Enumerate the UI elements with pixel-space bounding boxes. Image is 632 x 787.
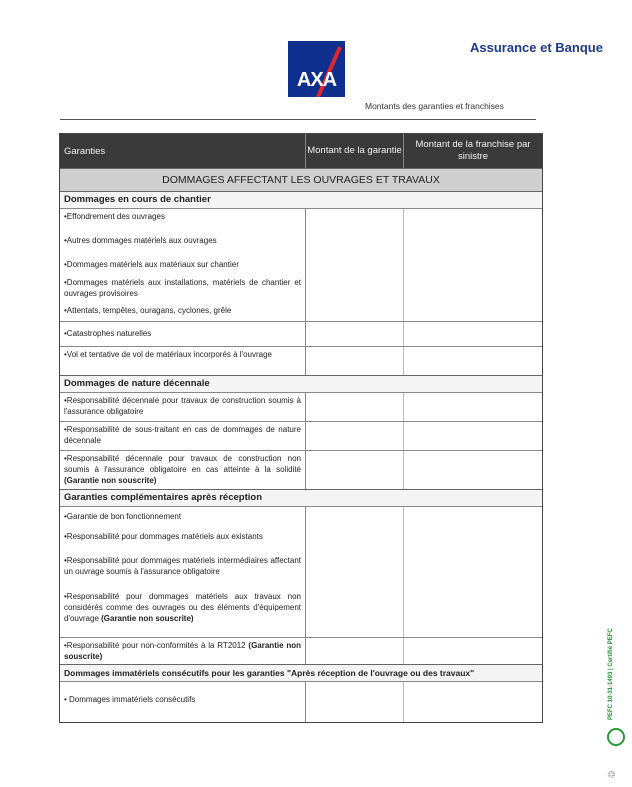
column-header-guarantees: Garanties	[60, 134, 306, 168]
table-row	[60, 346, 542, 375]
table-row	[60, 553, 542, 589]
header-divider	[60, 119, 536, 120]
guarantees-table	[59, 133, 543, 723]
table-row	[60, 637, 542, 664]
row-text: •Attentats, tempêtes, ouragans, cyclones, grêle	[60, 303, 306, 321]
pefc-logo-icon	[607, 728, 625, 746]
table-header	[60, 134, 542, 168]
recycle-icon: ♲	[607, 770, 616, 781]
row-text: •Vol et tentative de vol de matériaux incorporés à l'ouvrage	[60, 347, 306, 375]
table-row	[60, 450, 542, 489]
table-row	[60, 253, 542, 275]
table-row	[60, 303, 542, 321]
table-row	[60, 392, 542, 421]
table-row	[60, 527, 542, 553]
section-title: Garanties complémentaires après réception	[60, 489, 542, 506]
row-text: •Autres dommages matériels aux ouvrages	[60, 229, 306, 253]
page-subtitle: Montants des garanties et franchises	[365, 101, 504, 111]
table-row	[60, 229, 542, 253]
column-header-deductible: Montant de la franchise par sinistre	[415, 139, 531, 162]
row-text: •Responsabilité de sous-traitant en cas de dommages de nature décennale	[60, 422, 306, 450]
table-band-title: DOMMAGES AFFECTANT LES OUVRAGES ET TRAVAUX	[60, 168, 542, 191]
brand-title: Assurance et Banque	[470, 40, 603, 55]
section-title: Dommages de nature décennale	[60, 375, 542, 392]
pefc-text: PEFC 10-31-1493 | Certifié PEFC	[608, 628, 614, 720]
row-text-main: •Responsabilité pour non-conformités à la RT2012	[64, 641, 249, 650]
row-text: •Effondrement des ouvrages	[60, 209, 306, 229]
row-text: •Dommages matériels aux installations, matériels de chantier et ouvrages provisoires	[60, 275, 306, 303]
table-row	[60, 589, 542, 637]
section-title: Dommages en cours de chantier	[60, 191, 542, 208]
table-row	[60, 421, 542, 450]
table-row	[60, 321, 542, 346]
row-text	[60, 638, 306, 664]
row-text: •Responsabilité décennale pour travaux de construction soumis à l'assurance obligatoire	[60, 393, 306, 421]
table-row	[60, 275, 542, 303]
row-text	[60, 451, 306, 489]
row-text: • Dommages immatériels consécutifs	[60, 682, 306, 722]
not-subscribed-note: (Garantie non souscrite)	[64, 641, 301, 661]
row-text: •Responsabilité pour dommages matériels intermédiaires affectant un ouvrage soumis à l'assurance obligatoire	[60, 553, 306, 589]
table-row	[60, 208, 542, 229]
row-text: •Garantie de bon fonctionnement	[60, 507, 306, 527]
row-text-main: •Responsabilité pour dommages matériels aux travaux non considérés comme des ouvrages ou des éléments d'équipement d'ouvrage	[64, 592, 301, 623]
not-subscribed-note: (Garantie non souscrite)	[101, 614, 194, 623]
column-header-amount: Montant de la garantie	[306, 134, 404, 168]
row-text	[60, 589, 306, 637]
table-row	[60, 506, 542, 527]
row-text: •Catastrophes naturelles	[60, 322, 306, 346]
row-text: •Responsabilité pour dommages matériels aux existants	[60, 527, 306, 553]
axa-logo	[288, 41, 345, 97]
section-title: Dommages immatériels consécutifs pour les garanties "Après réception de l'ouvrage ou des travaux"	[60, 664, 542, 681]
logo-text: AXA	[296, 69, 337, 91]
not-subscribed-note: (Garantie non souscrite)	[64, 476, 157, 485]
table-row	[60, 681, 542, 722]
row-text-main: •Responsabilité décennale pour travaux de construction non soumis à l'assurance obligatoire en cas atteinte à la solidité	[64, 454, 301, 474]
row-text: •Dommages matériels aux matériaux sur chantier	[60, 253, 306, 275]
